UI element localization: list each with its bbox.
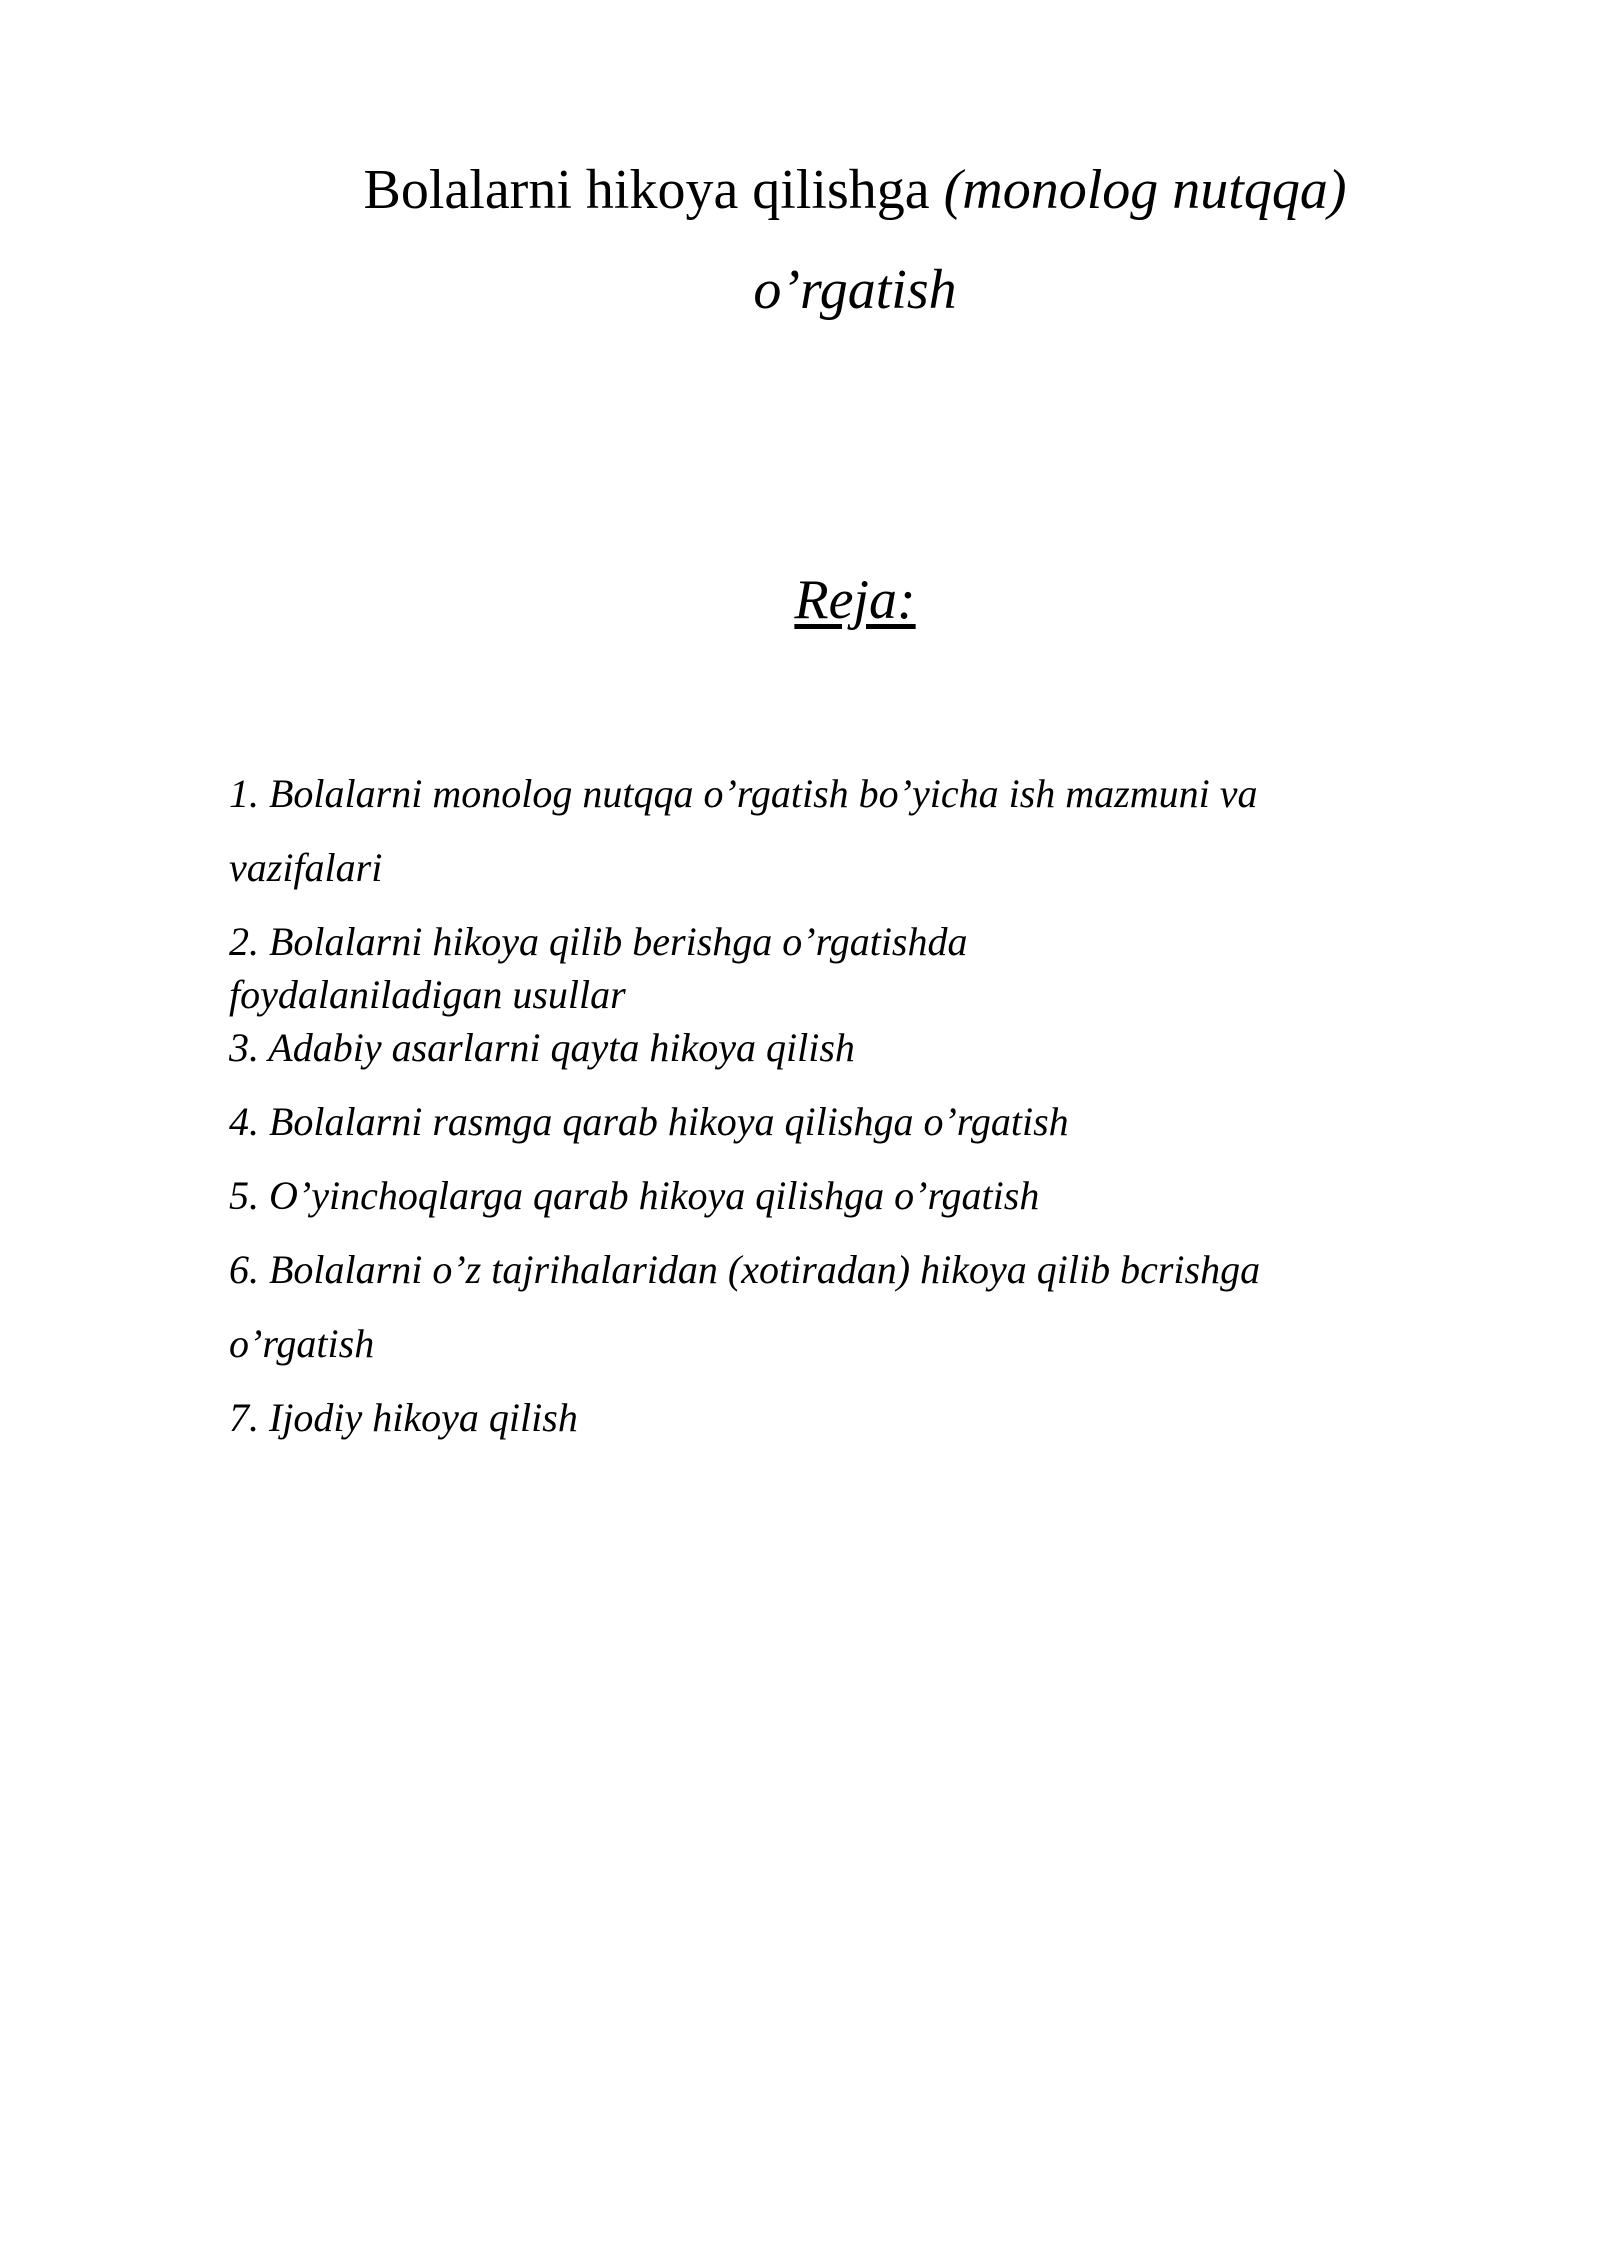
plan-item-6-line-1: 6. Bolalarni o’z tajrihalaridan (xotiradan) hikoya qilib bcrishga — [229, 1247, 1261, 1292]
plan-item-6-line-2: o’rgatish — [229, 1321, 375, 1366]
document-title-line-2: o’rgatish — [753, 259, 957, 321]
plan-item-3: 3. Adabiy asarlarni qayta hikoya qilish — [229, 1025, 855, 1070]
plan-heading: Reja: — [794, 569, 916, 631]
plan-item-1-line-2: vazifalari — [229, 845, 383, 890]
document-title-line-1 — [0, 150, 1600, 230]
plan-item-2-line-1: 2. Bolalarni hikoya qilib berishga o’rgatishda — [229, 919, 968, 964]
title-regular-text: Bolalarni hikoya qilishga — [363, 159, 944, 221]
title-italic-text: (monolog nutqqa) — [943, 159, 1347, 221]
plan-item-7: 7. Ijodiy hikoya qilish — [229, 1395, 578, 1440]
plan-item-1-line-1: 1. Bolalarni monolog nutqqa o’rgatish bo’yicha ish mazmuni va — [229, 771, 1258, 816]
plan-item-2-line-2: foydalaniladigan usullar — [229, 972, 626, 1017]
plan-item-4: 4. Bolalarni rasmga qarab hikoya qilishga o’rgatish — [229, 1099, 1069, 1144]
plan-item-5: 5. O’yinchoqlarga qarab hikoya qilishga o’rgatish — [229, 1173, 1040, 1218]
